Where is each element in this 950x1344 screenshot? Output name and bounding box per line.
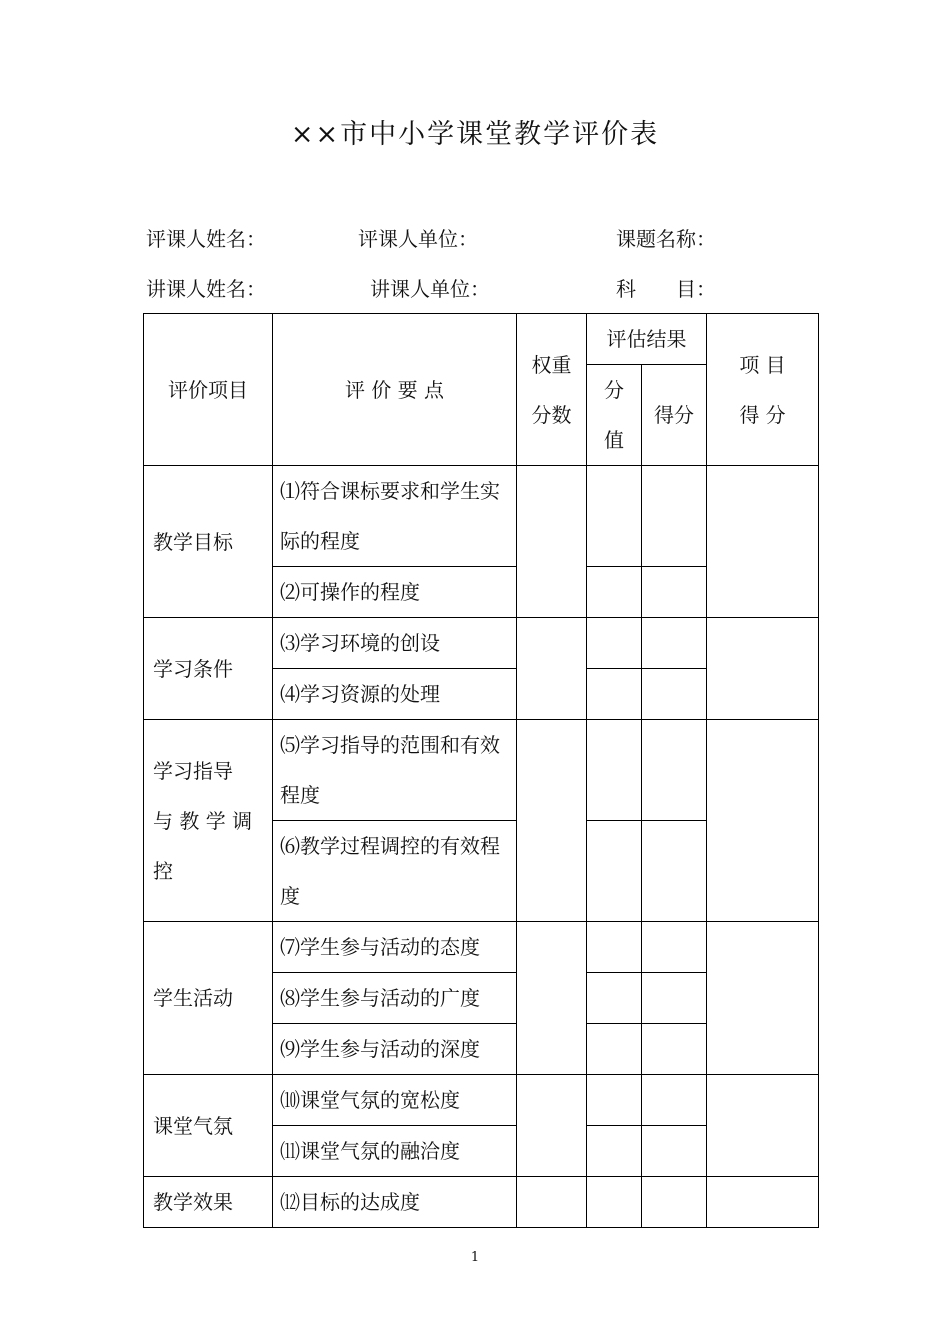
evaluation-point: ⑺学生参与活动的态度 <box>273 922 517 973</box>
category-cell <box>144 922 273 1075</box>
table-row <box>144 1177 819 1228</box>
table-row <box>144 466 819 567</box>
evaluation-point: ⑿目标的达成度 <box>273 1177 517 1228</box>
score-cell[interactable] <box>642 1024 707 1075</box>
evaluation-point: ⑼学生参与活动的深度 <box>273 1024 517 1075</box>
header-weight <box>517 314 587 466</box>
header-score: 得分 <box>642 365 707 466</box>
score-cell[interactable] <box>642 973 707 1024</box>
header-value <box>587 365 642 466</box>
page-title: ××市中小学课堂教学评价表 <box>290 119 660 150</box>
evaluation-point: ⑴符合课标要求和学生实际的程度 <box>273 466 517 567</box>
header-value-text: 分值 <box>604 378 624 452</box>
category-cell <box>144 466 273 618</box>
weight-cell[interactable] <box>517 618 587 720</box>
value-cell[interactable] <box>587 720 642 821</box>
value-cell[interactable] <box>587 466 642 567</box>
evaluation-point: ⑾课堂气氛的融洽度 <box>273 1126 517 1177</box>
score-cell[interactable] <box>642 1126 707 1177</box>
evaluation-point: ⑶学习环境的创设 <box>273 618 517 669</box>
value-cell[interactable] <box>587 567 642 618</box>
item-score-cell[interactable] <box>707 720 819 922</box>
score-cell[interactable] <box>642 821 707 922</box>
score-cell[interactable] <box>642 567 707 618</box>
category-name: 教学效果 <box>153 1190 233 1214</box>
value-cell[interactable] <box>587 1177 642 1228</box>
category-name: 学生活动 <box>153 986 233 1010</box>
score-cell[interactable] <box>642 1177 707 1228</box>
value-cell[interactable] <box>587 1024 642 1075</box>
category-name: 学习指导 与 教 学 调 控 <box>153 758 253 883</box>
weight-cell[interactable] <box>517 466 587 618</box>
header-item: 评价项目 <box>144 314 273 466</box>
item-score-cell[interactable] <box>707 1177 819 1228</box>
table-row <box>144 1075 819 1126</box>
table-row <box>144 922 819 973</box>
evaluation-point: ⑻学生参与活动的广度 <box>273 973 517 1024</box>
lecturer-name-label: 讲课人姓名： <box>146 277 266 301</box>
evaluator-name-label: 评课人姓名： <box>146 227 266 251</box>
evaluation-point: ⑽课堂气氛的宽松度 <box>273 1075 517 1126</box>
weight-cell[interactable] <box>517 1075 587 1177</box>
category-cell <box>144 1075 273 1177</box>
score-cell[interactable] <box>642 922 707 973</box>
header-result: 评估结果 <box>587 314 707 365</box>
evaluation-point: ⑹教学过程调控的有效程度 <box>273 821 517 922</box>
header-item-score: 项 目 得 分 <box>707 314 819 466</box>
subject-label: 科 目： <box>616 277 716 301</box>
value-cell[interactable] <box>587 922 642 973</box>
page-number: 1 <box>470 1250 480 1265</box>
score-cell[interactable] <box>642 618 707 669</box>
value-cell[interactable] <box>587 1126 642 1177</box>
item-score-cell[interactable] <box>707 618 819 720</box>
value-cell[interactable] <box>587 669 642 720</box>
score-cell[interactable] <box>642 466 707 567</box>
evaluation-point: ⑷学习资源的处理 <box>273 669 517 720</box>
item-score-cell[interactable] <box>707 922 819 1075</box>
category-name: 学习条件 <box>153 656 233 681</box>
item-score-cell[interactable] <box>707 1075 819 1177</box>
category-cell <box>144 618 273 720</box>
header-weight-text: 权重分数 <box>531 352 572 427</box>
evaluation-point: ⑵可操作的程度 <box>273 567 517 618</box>
header-points: 评 价 要 点 <box>273 314 517 466</box>
value-cell[interactable] <box>587 618 642 669</box>
topic-label: 课题名称： <box>616 227 716 251</box>
weight-cell[interactable] <box>517 1177 587 1228</box>
evaluation-table <box>143 313 819 1228</box>
category-cell <box>144 1177 273 1228</box>
score-cell[interactable] <box>642 669 707 720</box>
table-row <box>144 720 819 821</box>
evaluator-unit-label: 评课人单位： <box>358 227 478 251</box>
category-cell <box>144 720 273 922</box>
weight-cell[interactable] <box>517 922 587 1075</box>
value-cell[interactable] <box>587 821 642 922</box>
weight-cell[interactable] <box>517 720 587 922</box>
value-cell[interactable] <box>587 1075 642 1126</box>
evaluation-point: ⑸学习指导的范围和有效程度 <box>273 720 517 821</box>
value-cell[interactable] <box>587 973 642 1024</box>
score-cell[interactable] <box>642 720 707 821</box>
item-score-cell[interactable] <box>707 466 819 618</box>
score-cell[interactable] <box>642 1075 707 1126</box>
category-name: 课堂气氛 <box>153 1113 233 1138</box>
lecturer-unit-label: 讲课人单位： <box>370 277 490 301</box>
table-row <box>144 618 819 669</box>
category-name: 教学目标 <box>153 529 233 554</box>
